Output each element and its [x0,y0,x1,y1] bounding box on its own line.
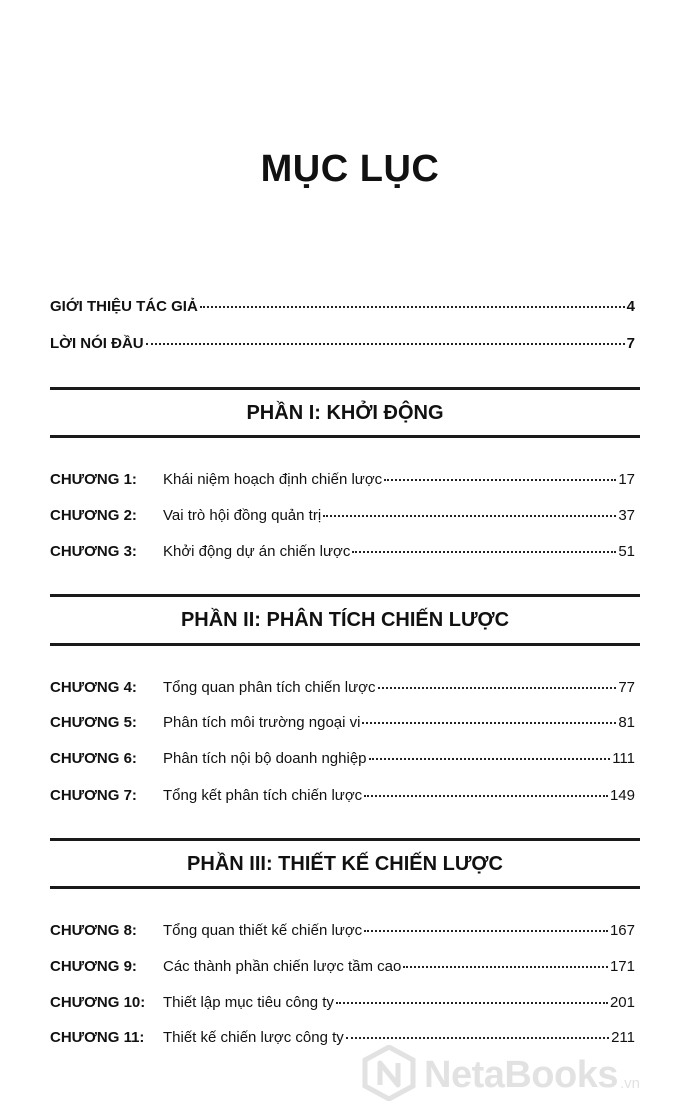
chapter-title: Tổng quan phân tích chiến lược [163,679,376,696]
chapter-label: CHƯƠNG 8: [50,922,137,939]
dot-leader [378,674,617,689]
dot-leader [336,989,608,1004]
dot-leader [346,1024,609,1039]
chapter-title: Khái niệm hoạch định chiến lược [163,471,383,488]
toc-entry-chapter-7[interactable] [50,784,635,808]
divider [50,435,640,438]
toc-entry-chapter-6[interactable] [50,747,635,771]
page-number: 167 [609,922,635,939]
dot-leader [364,782,608,797]
page-title: MỤC LỤC [260,148,440,190]
dot-leader [323,502,616,517]
toc-entry-chapter-2[interactable] [50,504,635,528]
dot-leader [146,330,625,345]
part-heading: PHẦN II: PHÂN TÍCH CHIẾN LƯỢC [180,609,510,631]
toc-entry-chapter-4[interactable] [50,676,635,700]
page-number: 81 [618,714,635,731]
page-number: 171 [609,958,635,975]
netabooks-logo-icon [362,1045,416,1106]
page-number: 201 [609,994,635,1011]
part-heading: PHẦN III: THIẾT KẾ CHIẾN LƯỢC [187,853,503,875]
dot-leader [362,709,616,724]
toc-entry-chapter-5[interactable] [50,711,635,735]
toc-entry-chapter-9[interactable] [50,955,635,979]
toc-entry-chapter-8[interactable] [50,919,635,943]
chapter-title: Phân tích nội bộ doanh nghiệp [163,750,367,767]
divider [50,387,640,390]
page-number: 149 [609,787,635,804]
watermark-name: NetaBooks [424,1053,618,1096]
page-number: 7 [626,335,635,352]
part-heading: PHẦN I: KHỞI ĐỘNG [246,402,444,424]
page-number: 111 [612,750,635,767]
chapter-label: CHƯƠNG 6: [50,750,137,767]
dot-leader [403,953,608,968]
page-number: 77 [618,679,635,696]
chapter-label: CHƯƠNG 3: [50,543,137,560]
divider [50,886,640,889]
chapter-title: Thiết lập mục tiêu công ty [163,994,334,1011]
watermark [362,1046,640,1104]
entry-title: LỜI NÓI ĐẦU [50,335,144,352]
chapter-title: Khởi động dự án chiến lược [163,543,351,560]
dot-leader [369,745,611,760]
divider [50,643,640,646]
toc-entry-preface[interactable] [50,332,635,356]
toc-entry-chapter-10[interactable] [50,991,635,1015]
chapter-label: CHƯƠNG 10: [50,994,146,1011]
chapter-label: CHƯƠNG 2: [50,507,137,524]
dot-leader [352,538,616,553]
dot-leader [384,466,616,481]
chapter-label: CHƯƠNG 4: [50,679,137,696]
page-number: 17 [618,471,635,488]
entry-title: GIỚI THIỆU TÁC GIẢ [50,298,198,315]
toc-entry-author-intro[interactable] [50,295,635,319]
watermark-tld: .vn [620,1075,641,1092]
chapter-title: Tổng kết phân tích chiến lược [163,787,363,804]
toc-entry-chapter-3[interactable] [50,540,635,564]
chapter-title: Vai trò hội đồng quản trị [163,507,322,524]
chapter-title: Các thành phần chiến lược tầm cao [163,958,402,975]
chapter-title: Tổng quan thiết kế chiến lược [163,922,363,939]
divider [50,594,640,597]
chapter-label: CHƯƠNG 5: [50,714,137,731]
page-number: 37 [618,507,635,524]
toc-entry-chapter-1[interactable] [50,468,635,492]
page-number: 4 [626,298,635,315]
chapter-label: CHƯƠNG 9: [50,958,137,975]
page-number: 211 [611,1029,635,1046]
chapter-title: Phân tích môi trường ngoại vi [163,714,361,731]
page-number: 51 [618,543,635,560]
divider [50,838,640,841]
chapter-label: CHƯƠNG 11: [50,1029,145,1046]
dot-leader [200,293,625,308]
chapter-title: Thiết kế chiến lược công ty [163,1029,344,1046]
chapter-label: CHƯƠNG 1: [50,471,137,488]
chapter-label: CHƯƠNG 7: [50,787,137,804]
dot-leader [364,917,608,932]
